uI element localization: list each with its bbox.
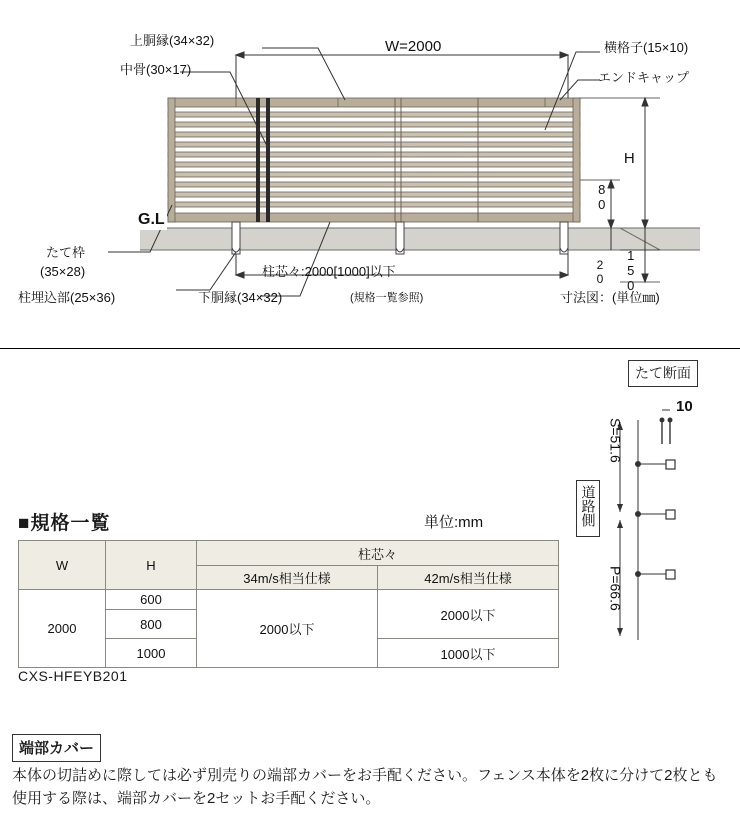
middle-bone-1 [256, 98, 260, 222]
section-dim-s: S=51.6 [607, 418, 624, 463]
label-vertical-frame: たて枠 [46, 245, 86, 260]
ground-band-right [620, 228, 700, 250]
table-row [19, 590, 559, 610]
vertical-frame-left [168, 98, 175, 222]
spec-unit: 単位:mm [424, 514, 484, 531]
end-cover-title: 端部カバー [12, 734, 101, 762]
middle-bone-2 [266, 98, 270, 222]
spec-title: ■規格一覧 [18, 513, 111, 534]
label-middle-bone: 中骨(30×17) [120, 62, 192, 77]
spec-table-header-row-1 [19, 541, 559, 566]
label-width: W=2000 [385, 38, 442, 55]
upper-frame-rail [168, 98, 580, 107]
label-pitch-note: (規格一覧参照) [350, 292, 424, 304]
lattice-slats [168, 112, 580, 207]
vertical-frame-right [573, 98, 580, 222]
header-spec34: 34m/s相当仕様 [197, 566, 378, 590]
spec-table-wrap [18, 540, 559, 668]
label-dim-20: 20 [593, 258, 607, 286]
label-dim-80: 80 [594, 182, 610, 212]
cell-h-600: 600 [106, 590, 197, 610]
label-post-buried: 柱埋込部(25×36) [18, 290, 116, 305]
label-dim-note: 寸法図：(単位㎜) [560, 290, 660, 305]
fence-panel [168, 98, 580, 222]
width-dimension [236, 52, 568, 98]
label-end-cap: エンドキャップ [598, 70, 690, 85]
label-lattice: 横格子(15×10) [604, 40, 689, 55]
model-code: CXS-HFEYB201 [18, 668, 128, 684]
label-height: H [620, 150, 638, 167]
ground-band [140, 228, 700, 250]
header-h: H [106, 541, 197, 590]
label-upper-frame: 上胴縁(34×32) [130, 33, 215, 48]
road-side-label: 道路側 [580, 485, 597, 527]
cell-spec34-pitch: 2000以下 [197, 590, 378, 668]
header-pitch: 柱芯々 [197, 541, 559, 566]
header-w: W [19, 541, 106, 590]
header-spec42: 42m/s相当仕様 [378, 566, 559, 590]
label-dim-150: 150 [623, 248, 639, 293]
section-dim-10: 10 [676, 398, 693, 415]
cell-spec42-pitch-bottom: 1000以下 [378, 639, 559, 668]
section-divider [0, 348, 740, 349]
cell-h-1000: 1000 [106, 639, 197, 668]
lower-frame-rail [168, 213, 580, 222]
cell-w-value: 2000 [19, 590, 106, 668]
section-dim-p: P=66.6 [607, 566, 624, 611]
cell-h-800: 800 [106, 610, 197, 639]
section-title: たて断面 [628, 360, 698, 387]
label-pitch: 柱芯々:2000[1000]以下 [262, 264, 396, 279]
label-gl: G.L [138, 211, 165, 228]
label-vertical-frame-size: (35×28) [40, 264, 86, 279]
end-cover-note: 本体の切詰めに際しては必ず別売りの端部カバーをお手配ください。フェンス本体を2枚に分けて2枚とも使用する際は、端部カバーを2セットお手配ください。 [12, 767, 718, 808]
label-lower-frame: 下胴縁(34×32) [198, 290, 283, 305]
height-dimension [580, 98, 660, 282]
cell-spec42-pitch-top: 2000以下 [378, 590, 559, 639]
spec-table [18, 540, 559, 668]
road-side-box [576, 480, 600, 537]
